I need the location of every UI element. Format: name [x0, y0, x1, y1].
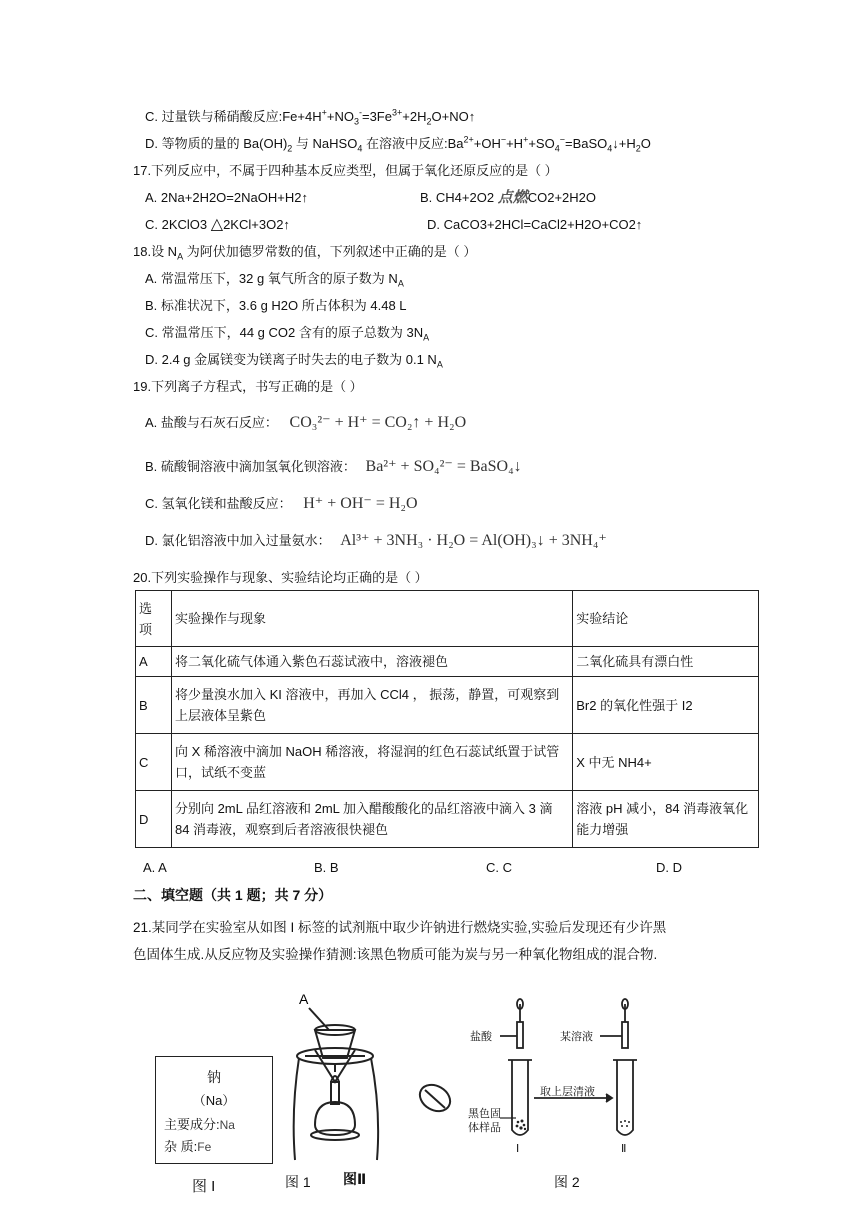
q20-choice-c: C. C — [486, 860, 512, 875]
q18-stem: 18.设 $N_A$ 为阿伏加德罗常数的值，下列叙述中正确的是（ ） — [133, 244, 477, 262]
header-conclusion: 实验结论 — [573, 591, 759, 647]
q18-option-d: D. 2.4 g 金属镁变为镁离子时失去的电子数为 0.1 $N_A$ — [145, 352, 443, 370]
q19-a-equation: CO₃²⁻ + H⁺ = CO₂↑ + H₂O — [289, 414, 467, 431]
q19-option-d: D. 氯化铝溶液中加入过量氨水： Al³⁺ + 3NH₃ · H₂O = Al(OH)₃↓ + 3NH₄⁺ — [145, 532, 607, 549]
label-impurity: 杂 质:Fe — [164, 1139, 212, 1154]
row-conclusion: 溶液 pH 减小，84 消毒液氧化能力增强 — [573, 791, 759, 848]
tube-ii-label: Ⅱ — [621, 1143, 627, 1155]
header-option: 选 项 — [136, 591, 172, 647]
row-option: A — [136, 647, 172, 677]
q16-option-c: C. 过量铁与稀硝酸反应$:Fe+4H^++NO_3^-=3Fe^{3+}+2H_2O+NO↑$ — [145, 107, 476, 127]
row-operation: 分别向 2mL 品红溶液和 2mL 加入醋酸酸化的品红溶液中滴入 3 滴 84 消毒液，观察到后者溶液很快褪色 — [171, 791, 572, 848]
row-conclusion: Br2 的氧化性强于 I2 — [573, 677, 759, 734]
figure-ii-caption: 图Ⅱ — [343, 1171, 367, 1187]
q19-c-equation: H⁺ + OH⁻ = H₂O — [303, 495, 418, 512]
label-a: A — [299, 991, 309, 1007]
table-row — [136, 734, 759, 791]
section-heading: 二、填空题（共 1 题；共 7 分） — [133, 887, 333, 903]
label-title: 钠 — [207, 1069, 221, 1085]
tube-i-label: Ⅰ — [516, 1143, 520, 1155]
table-row — [136, 677, 759, 734]
q19-option-b: B. 硫酸铜溶液中滴加氢氧化钡溶液： Ba²⁺ + SO₄²⁻ = BaSO₄↓ — [145, 458, 522, 475]
figure-1-caption: 图 1 — [285, 1174, 311, 1190]
q17-option-c: C. 2KClO3 △2KCl+3O2↑ — [145, 216, 290, 233]
table-row — [136, 647, 759, 677]
row-conclusion: 二氧化硫具有漂白性 — [573, 647, 759, 677]
row-option: D — [136, 791, 172, 848]
q19-option-a: A. 盐酸与石灰石反应： CO₃²⁻ + H⁺ = CO₂↑ + H₂O — [145, 414, 467, 431]
q17-option-a: A. 2Na+2H2O=2NaOH+H2↑ — [145, 190, 308, 205]
row-option: B — [136, 677, 172, 734]
q18-option-c: C. 常温常压下，44 g CO2 含有的原子总数为 $3N_A$ — [145, 325, 430, 343]
black-solid-label: 黑色固 体样品 — [468, 1108, 501, 1134]
q21-line-1: 21.某同学在实验室从如图 I 标签的试剂瓶中取少许钠进行燃烧实验,实验后发现还有少许黑 — [133, 920, 667, 935]
figure-2-caption: 图 2 — [554, 1174, 580, 1190]
q19-d-equation: Al³⁺ + 3NH₃ · H₂O = Al(OH)₃↓ + 3NH₄⁺ — [340, 532, 607, 549]
q19-stem: 19.下列离子方程式，书写正确的是（ ） — [133, 379, 363, 394]
q16-option-d: D. 等物质的量的 $Ba(OH)_2$ 与 NaHSO$_4$ 在溶液中反应$:Ba^{2+}+OH^-+H^++SO_4^-=BaSO_4↓+H_2O$ — [145, 134, 651, 154]
q18-option-b: B. 标准状况下，3.6 g H2O 所占体积为 4.48 L — [145, 298, 407, 313]
figure-i-caption: 图 I — [192, 1178, 216, 1195]
combustion-apparatus-diagram — [285, 990, 460, 1190]
q18-option-a: A. 常温常压下，32 g 氧气所含的原子数为 $N_A$ — [145, 271, 404, 289]
row-conclusion: X 中无 NH4+ — [573, 734, 759, 791]
q20-choice-d: D. D — [656, 860, 682, 875]
hcl-label: 盐酸 — [470, 1031, 492, 1043]
row-option: C — [136, 734, 172, 791]
row-operation: 将少量溴水加入 KI 溶液中，再加入 CCl4 ， 振荡，静置，可观察到上层液体呈紫色 — [171, 677, 572, 734]
q17-stem: 17.下列反应中，不属于四种基本反应类型，但属于氧化还原反应的是（ ） — [133, 163, 558, 178]
q20-choice-b: B. B — [314, 860, 339, 875]
table-row — [136, 791, 759, 848]
row-operation: 将二氧化硫气体通入紫色石蕊试液中，溶液褪色 — [171, 647, 572, 677]
q19-b-equation: Ba²⁺ + SO₄²⁻ = BaSO₄↓ — [365, 458, 522, 475]
take-supernatant-label: 取上层清液 — [540, 1086, 595, 1098]
q20-stem: 20.下列实验操作与现象、实验结论均正确的是（ ） — [133, 570, 428, 585]
q21-line-2: 色固体生成.从反应物及实验操作猜测:该黑色物质可能为炭与另一种氧化物组成的混合物. — [133, 947, 658, 962]
solution-label: 某溶液 — [560, 1031, 593, 1043]
ignite-condition: 点燃 — [497, 189, 528, 206]
experiment-table — [135, 590, 759, 848]
q17-option-d: D. CaCO3+2HCl=CaCl2+H2O+CO2↑ — [427, 217, 643, 232]
reagent-label-box — [155, 1056, 273, 1164]
table-header-row — [136, 591, 759, 647]
q17-option-b: B. CH4+2O2 点燃CO2+2H2O — [420, 189, 597, 206]
q20-choice-a: A. A — [143, 860, 167, 875]
row-operation: 向 X 稀溶液中滴加 NaOH 稀溶液，将湿润的红色石蕊试纸置于试管口，试纸不变蓝 — [171, 734, 572, 791]
label-formula: （Na） — [192, 1093, 236, 1108]
label-main: 主要成分:Na — [164, 1117, 235, 1132]
q19-option-c: C. 氢氧化镁和盐酸反应： H⁺ + OH⁻ = H₂O — [145, 495, 418, 512]
heat-triangle-icon: △ — [210, 216, 224, 233]
header-operation: 实验操作与现象 — [171, 591, 572, 647]
